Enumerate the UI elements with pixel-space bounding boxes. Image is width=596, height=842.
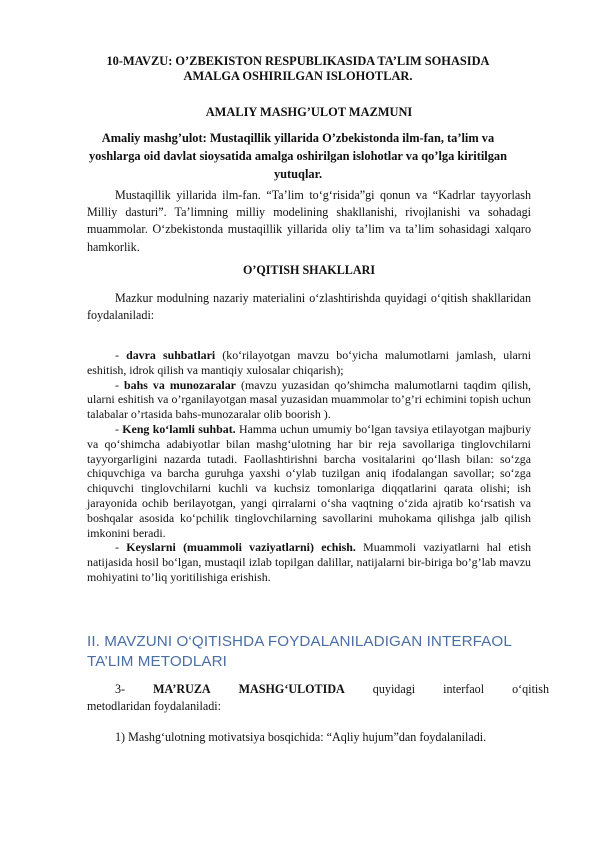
method-num: 3- — [115, 682, 126, 696]
list-term: davra suhbatlari — [126, 348, 216, 362]
topic-line-1 — [60, 129, 536, 147]
topic-line-1-text: Mustaqillik yillarida O’zbekistonda ilm-fan, ta’lim va — [209, 131, 495, 145]
document-title — [60, 54, 536, 84]
topic-sep: : — [202, 131, 210, 145]
list-item — [87, 378, 531, 422]
topic-line-3: yutuqlar. — [273, 167, 323, 181]
list-item — [87, 540, 531, 584]
list-item — [87, 348, 531, 378]
method-word-5: o‘qitish — [512, 682, 550, 696]
intro-paragraph: Mustaqillik yillarida ilm-fan. “Ta’lim to‘g‘risida”gi qonun va “Kadrlar tayyorlash Milliy dasturi”. Ta’limning milliy modelining shakllanishi, rivojlanishi va sohadagi muammolar. O‘zbekistonda mustaqillik yillarida oliy ta’lim va ta’lim sohasidagi xalqaro hamkorlik. — [87, 188, 531, 254]
methods-heading — [87, 632, 557, 672]
list-text: Muammoli vaziyatlarni hal etish natijasida hosil bo‘lgan, mustaqil izlab topilgan dalillar, natijalarni bir-biriga bo’g’lab mavzu mohiyatini to’liq yoritilishiga erishish. — [87, 540, 532, 584]
list-term: bahs va munozaralar — [124, 377, 236, 392]
topic-statement — [60, 129, 536, 183]
methods-heading-line-1: II. MAVZUNI O‘QITISHDA FOYDALANILADIGAN INTERFAOL — [87, 633, 512, 650]
teaching-forms-heading: O’QITISH SHAKLLARI — [242, 263, 376, 277]
step-1-paragraph: 1) Mashg‘ulotning motivatsiya bosqichida: “Aqliy hujum”dan foydalaniladi. — [115, 730, 487, 744]
list-dash: - — [115, 540, 127, 555]
list-text: (ko‘rilayotgan mavzu bo‘yicha malumotlarni jamlash, ularni eshitish, idrok qilish va mantiqiy xulosalar chiqarish); — [87, 348, 531, 377]
list-dash: - — [115, 421, 123, 436]
methods-heading-line-2: TA’LIM METODLARI — [87, 653, 227, 670]
methods-intro-line-2: metodlaridan foydalaniladi: — [87, 699, 221, 714]
method-word-1: MA’RUZA — [153, 682, 211, 696]
title-line-1: 10-MAVZU: O’ZBEKISTON RESPUBLIKASIDA TA’LIM SOHASIDA — [106, 54, 490, 68]
section-subtitle: AMALIY MASHG’ULOT MAZMUNI — [205, 105, 413, 119]
methods-intro — [87, 681, 550, 715]
list-term: Keyslarni (muammoli vaziyatlarni) echish. — [126, 540, 356, 555]
title-line-2: AMALGA OSHIRILGAN ISLOHOTLAR. — [183, 69, 413, 83]
method-word-3: quyidagi — [372, 682, 416, 696]
topic-label: Amaliy mashg’ulot — [101, 131, 203, 145]
list-text: (mavzu yuzasidan qo’shimcha malumotlarni taqdim qilish, ularni eshitish va o’rganilayotgan masal yuzasidan muammolar to’g’ri echimini topish uchun talabalar o’rtasida bahs-munozaralar olib boorish ). — [87, 377, 531, 422]
method-word-2: MASHG‘ULOTIDA — [238, 682, 345, 696]
list-dash: - — [115, 377, 125, 392]
list-text: Hamma uchun umumiy bo‘lgan tavsiya etilayotgan majburiy va qo‘shimcha adabiyotlar bilan mashg‘ulotning har bir reja savollariga tinglovchilarni tayyorgarligini nazarda tutadi. Faollashtirishni barcha vositalarini qo‘llash bilan: so‘zga chiquvchiga va barcha guruhga yaxshi o‘ylab tuzilgan aniq ifodalangan savollar; so‘zga chiquvchi tinglovchilarni kuchli va kuchsiz tomonlariga diqqatlarini qarata olishi; ish jarayonida ochib berilayotgan, yangi qirralarni o‘sha vaqtning o‘zida ajratib ko‘rsatish va boshqalar asosida ko‘pchilik tinglovchilarning savollarini muhokama qilishga jalb qilish imkonini beradi. — [87, 421, 532, 540]
list-dash: - — [115, 348, 127, 362]
teaching-forms-list — [87, 348, 531, 585]
teaching-forms-paragraph: Mazkur modulning nazariy materialini o‘zlashtirishda quyidagi o‘qitish shakllaridan foydalaniladi: — [87, 291, 531, 323]
method-word-4: interfaol — [443, 682, 485, 696]
topic-line-2: yoshlarga oid davlat sioysatida amalga oshirilgan islohotlar va qo’lga kiritilgan — [88, 149, 507, 163]
methods-intro-line-1 — [87, 681, 550, 698]
list-term: Keng ko‘lamli suhbat. — [122, 421, 236, 436]
list-item — [87, 422, 531, 540]
